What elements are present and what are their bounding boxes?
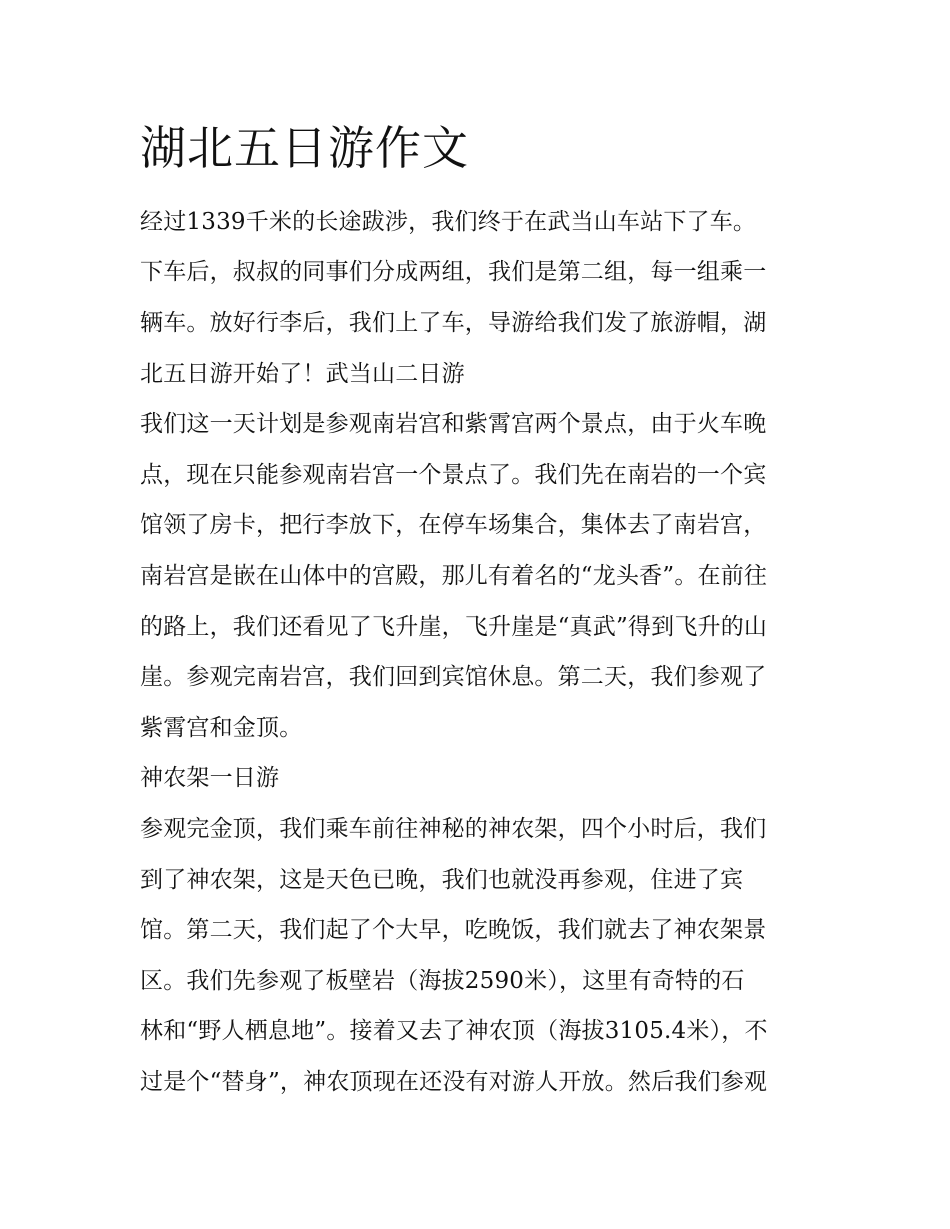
- text-line: 点，现在只能参观南岩宫一个景点了。我们先在南岩的一个宾: [140, 462, 767, 488]
- text-line: 过是个“替身”，神农顶现在还没有对游人开放。然后我们参观: [140, 1069, 768, 1095]
- text-line: 崖。参观完南岩宫，我们回到宾馆休息。第二天，我们参观了: [140, 664, 767, 690]
- document-title: 湖北五日游作文: [140, 121, 469, 175]
- text-line: 北五日游开始了！武当山二日游: [140, 361, 465, 387]
- text-line: 林和“野人栖息地”。接着又去了神农顶（海拔3105.4米），不: [140, 1018, 768, 1044]
- text-line: 经过1339千米的长途跋涉，我们终于在武当山车站下了车。: [140, 209, 757, 235]
- text-line: 我们这一天计划是参观南岩宫和紫霄宫两个景点，由于火车晚: [140, 411, 767, 437]
- text-line: 南岩宫是嵌在山体中的宫殿，那儿有着名的“龙头香”。在前往: [140, 563, 768, 589]
- text-line: 馆领了房卡，把行李放下，在停车场集合，集体去了南岩宫，: [140, 512, 767, 538]
- section-heading: 神农架一日游: [140, 765, 280, 791]
- text-line: 的路上，我们还看见了飞升崖，飞升崖是“真武”得到飞升的山: [140, 614, 768, 640]
- text-line: 区。我们先参观了板壁岩（海拔2590米），这里有奇特的石: [140, 968, 745, 994]
- text-line: 紫霄宫和金顶。: [140, 715, 303, 741]
- text-line: 下车后，叔叔的同事们分成两组，我们是第二组，每一组乘一: [140, 259, 767, 285]
- text-line: 参观完金顶，我们乘车前往神秘的神农架，四个小时后，我们: [140, 816, 767, 842]
- text-line: 辆车。放好行李后，我们上了车，导游给我们发了旅游帽，湖: [140, 310, 767, 336]
- text-line: 馆。第二天，我们起了个大早，吃晚饭，我们就去了神农架景: [140, 917, 767, 943]
- text-line: 到了神农架，这是天色已晚，我们也就没再参观，住进了宾: [140, 867, 744, 893]
